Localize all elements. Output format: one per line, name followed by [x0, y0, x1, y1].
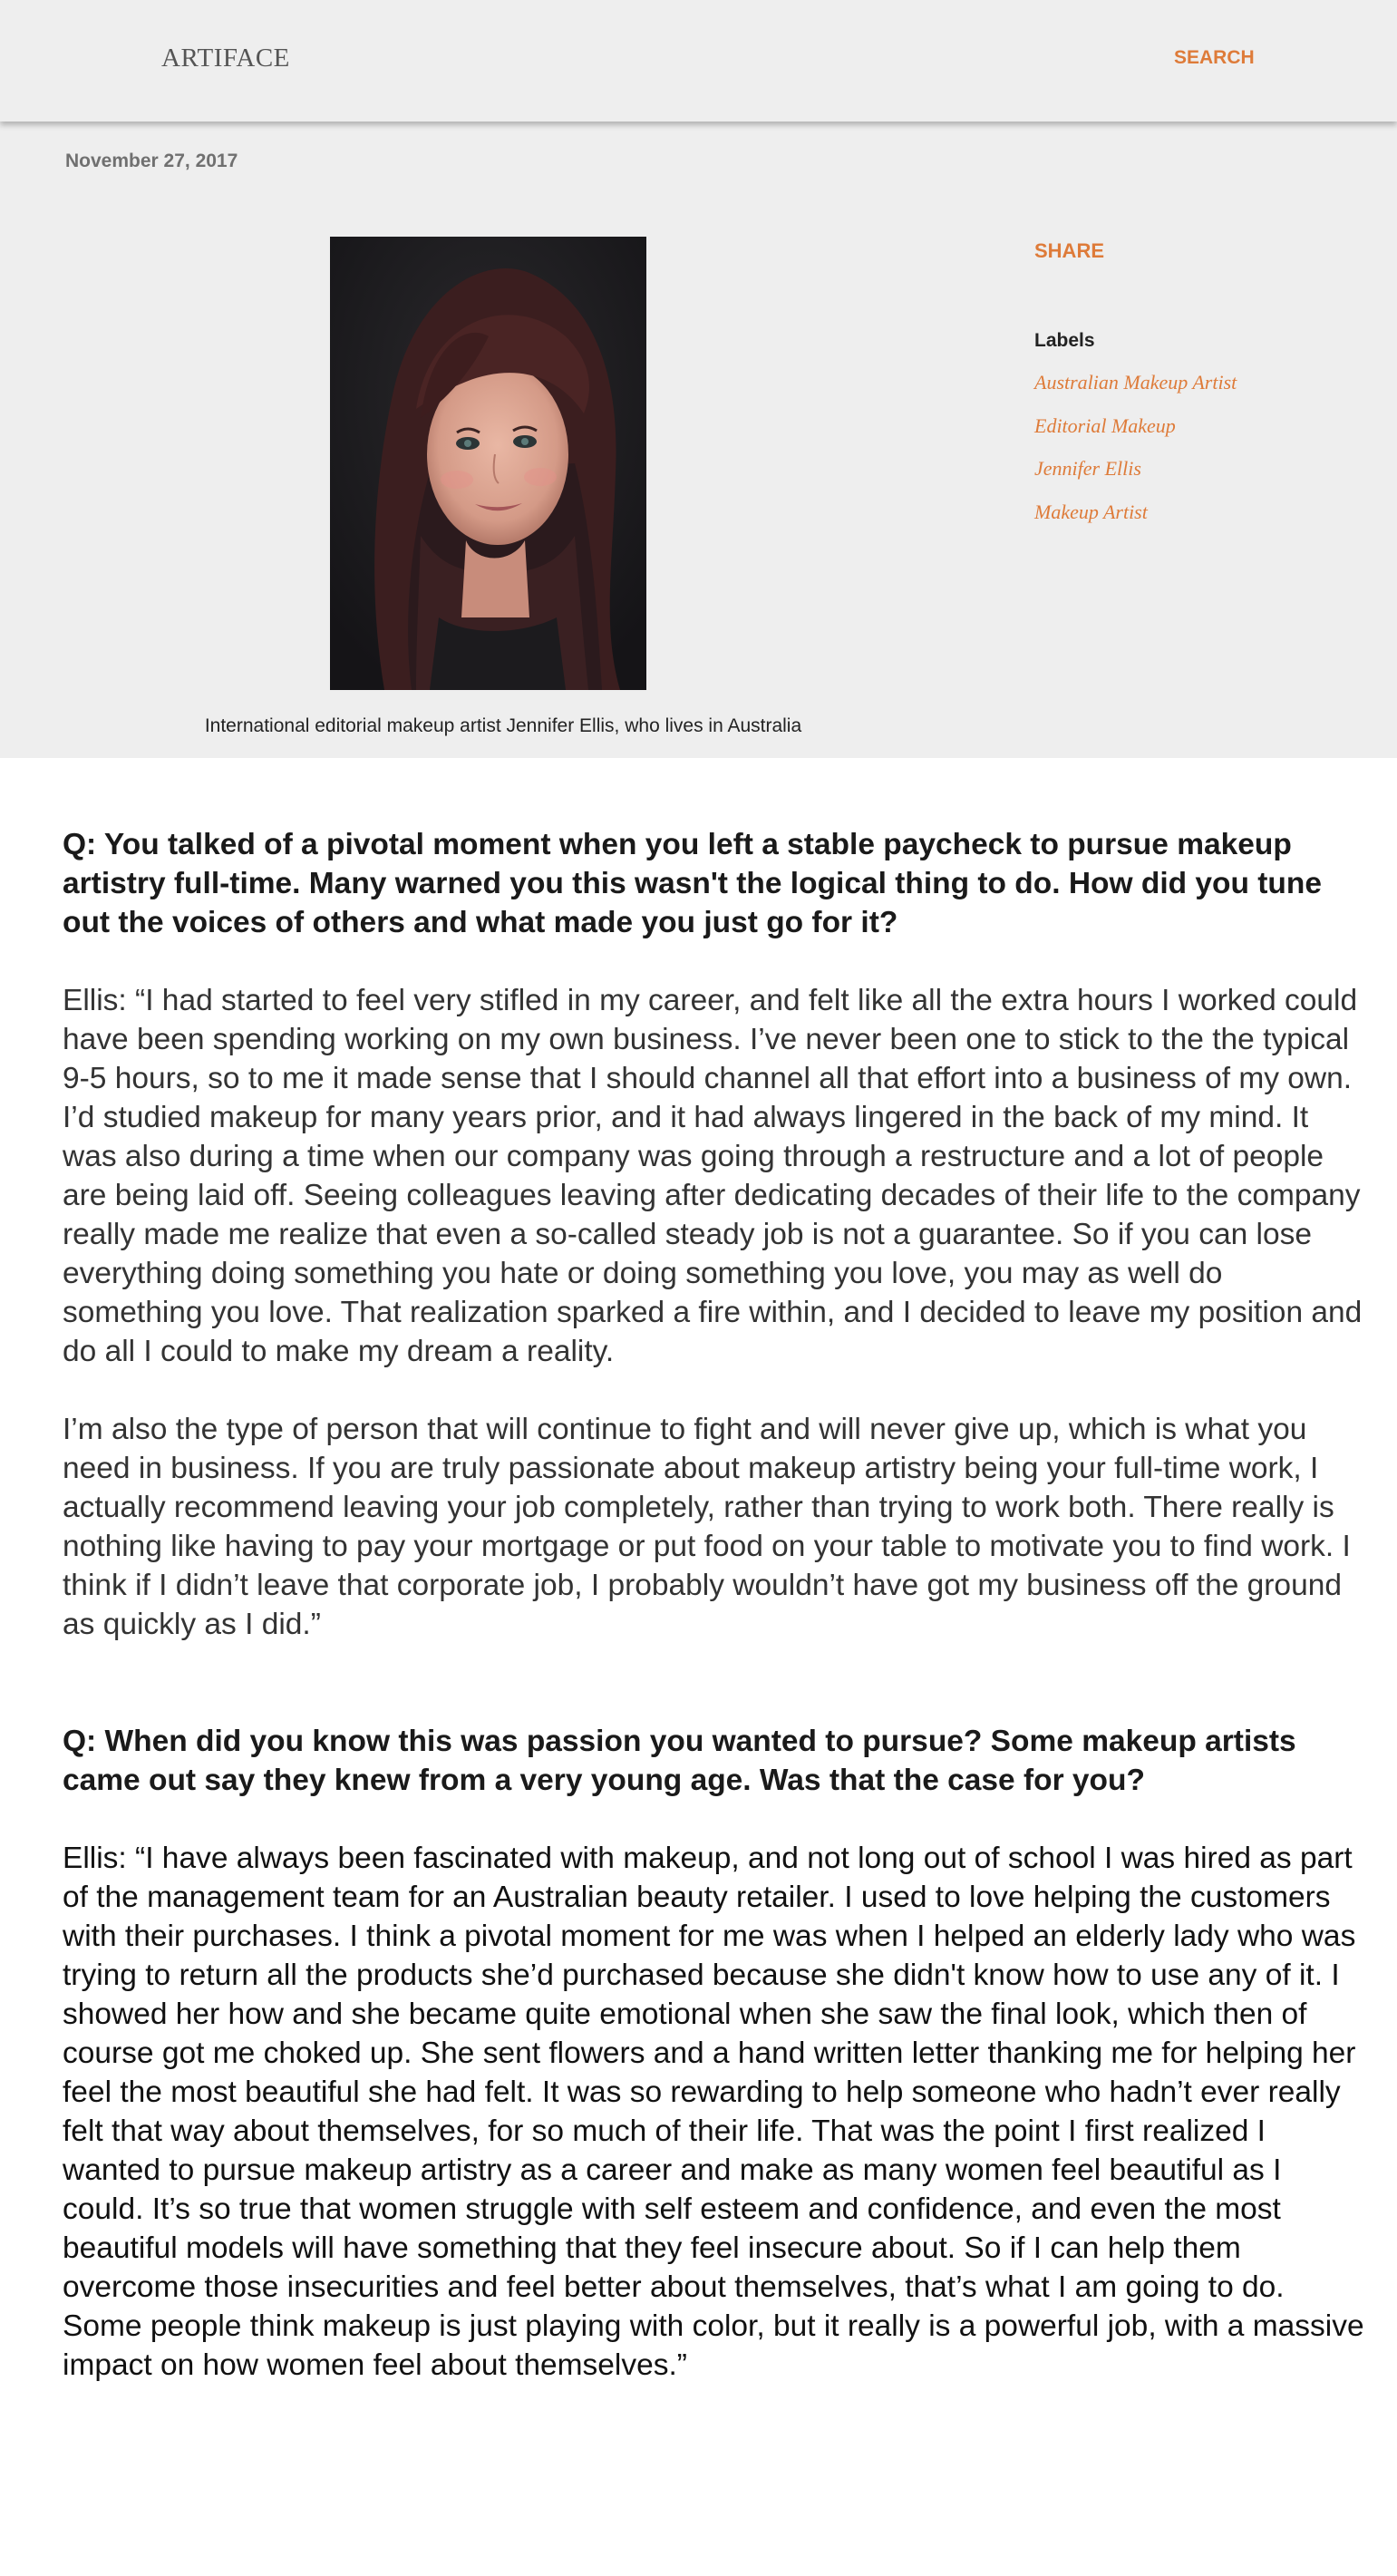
- search-link[interactable]: SEARCH: [1174, 47, 1255, 68]
- answer-2-paragraph: Ellis: “I have always been fascinated with makeup, and not long out of school I was hired as part of the management team for an Australian beauty retailer. I used to love helping the customers with their purchases. I think a pivotal moment for me was when I helped an elderly lady who was trying to return all the products she’d purchased because she didn't know how to use any of it. I showed her how and she became quite emotional when she saw the final look, which then of course got me choked up. She sent flowers and a hand written letter thanking me for helping her feel the most beautiful she had felt. It was so rewarding to help someone who hadn’t ever really felt that way about themselves, for so much of their life. That was the point I first realized I wanted to pursue makeup artistry as a career and make as many women feel beautiful as I could. It’s so true that women struggle with self esteem and confidence, and even the most beautiful models will have something that they feel insecure about. So if I can help them overcome those insecurities and feel better about themselves, that’s what I am going to do. Some people think makeup is just playing with color, but it really is a powerful job, with a massive impact on how women feel about themselves.”: [63, 1842, 1364, 2382]
- labels-list: [1034, 369, 1237, 541]
- label-link-jennifer-ellis[interactable]: Jennifer Ellis: [1034, 457, 1141, 480]
- answer-1-paragraph-2: I’m also the type of person that will continue to fight and will never give up, which is what you need in business. If you are truly passionate about makeup artistry being your full-time work, I actually recommend leaving your job completely, rather than trying to work both. There really is nothing like having to pay your mortgage or put food on your table to motivate you to find work. I think if I didn’t leave that corporate job, I probably wouldn’t have got my business off the ground as quickly as I did.”: [63, 1413, 1351, 1641]
- question-1: Q: You talked of a pivotal moment when you left a stable paycheck to pursue makeup artistry full-time. Many warned you this wasn't the logical thing to do. How did you tune out the voices of others and what made you just go for it?: [63, 828, 1322, 939]
- article-body: [63, 825, 1368, 2385]
- question-2: Q: When did you know this was passion you wanted to pursue? Some makeup artists came out say they knew from a very young age. Was that the case for you?: [63, 1725, 1296, 1797]
- labels-heading: Labels: [1034, 330, 1095, 351]
- top-bar: [0, 0, 1397, 122]
- label-link-australian-makeup-artist[interactable]: Australian Makeup Artist: [1034, 371, 1237, 394]
- post-date: November 27, 2017: [65, 151, 238, 171]
- image-caption: International editorial makeup artist Jennifer Ellis, who lives in Australia: [204, 715, 802, 736]
- label-link-makeup-artist[interactable]: Makeup Artist: [1034, 500, 1148, 523]
- post-image: [330, 237, 646, 690]
- share-button[interactable]: SHARE: [1034, 239, 1105, 262]
- site-logo[interactable]: ARTIFACE: [161, 44, 290, 73]
- portrait-image: [330, 237, 646, 690]
- answer-1-paragraph-1: Ellis: “I had started to feel very stifled in my career, and felt like all the extra hours I worked could have been spending working on my own business. I’ve never been one to stick to the the typical 9-5 hours, so to me it made sense that I should channel all that effort into a business of my own. I’d studied makeup for many years prior, and it had always lingered in the back of my mind. It was also during a time when our company was going through a restructure and a lot of people are being laid off. Seeing colleagues leaving after dedicating decades of their life to the company really made me realize that even a so-called steady job is not a guarantee. So if you can lose everything doing something you hate or doing something you love, you may as well do something you love. That realization sparked a fire within, and I decided to leave my position and do all I could to make my dream a reality.: [63, 984, 1363, 1368]
- label-link-editorial-makeup[interactable]: Editorial Makeup: [1034, 413, 1176, 437]
